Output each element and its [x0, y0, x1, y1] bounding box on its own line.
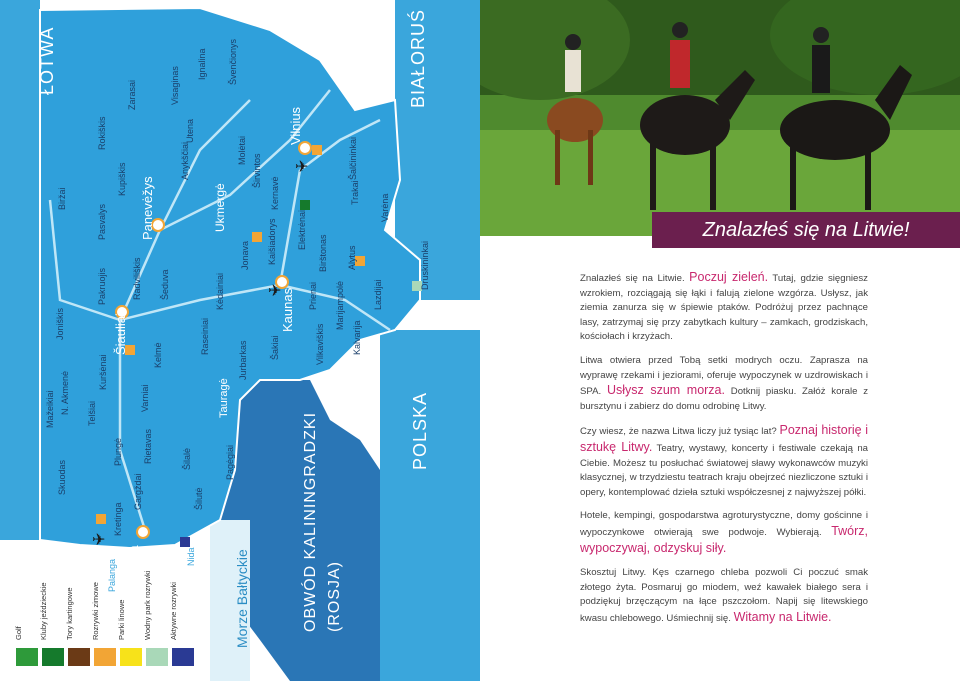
city-kaunas: Kaunas: [280, 287, 295, 332]
town: Vilkaviškis: [315, 323, 325, 365]
label-poland: POLSKA: [410, 391, 430, 470]
paragraph: Litwa otwiera przed Tobą setki modrych oczu. Zaprasza na wyprawę rzekami i jeziorami, oferuje wypoczynek w uzdrowiskach i SPA. Usłysz szum morza. Dotknij piasku. Załóż korale z bursztynu i zabierz do domu odrobinę Litwy.: [580, 354, 868, 412]
paragraph: Skosztuj Litwy. Kęs czarnego chleba pozwoli Ci poczuć smak złotego żyta. Posmaruj go miodem, weź kawałek białego sera i podziękuj brzęczącym na łące pszczołom. Napij się litewskiego kwasu chlebowego. Uśmiechnij się. Witamy na Litwie.: [580, 567, 868, 624]
photo-illustration: [480, 0, 960, 236]
town: Prienai: [308, 281, 318, 310]
town: Gargždai: [133, 473, 143, 510]
legend-label: Rozrywki zimowe: [91, 582, 100, 640]
legend-label: Wodny park rozrywki: [143, 570, 152, 640]
town: Telšiai: [87, 400, 97, 426]
town: Varėna: [380, 193, 390, 222]
legend-label: Golf: [14, 626, 23, 640]
town: Marijampolė: [335, 280, 345, 330]
town: Jonava: [240, 240, 250, 270]
legend-swatch-karting: [68, 648, 90, 666]
legend-label: Tory kartingowe: [65, 587, 74, 640]
town: Šilalė: [182, 447, 192, 470]
airport-icon: ✈: [92, 530, 106, 549]
highlight: Poznaj historię i sztukę Litwy.: [580, 423, 868, 454]
town: Pakruojis: [97, 267, 107, 305]
city-klaipeda: Klaipėda: [126, 545, 141, 596]
town: Varniai: [140, 384, 150, 412]
highlight: Witamy na Litwie.: [733, 609, 832, 624]
town: Rietavas: [143, 428, 153, 464]
town: Druskininkai: [420, 240, 430, 290]
town: N. Akmenė: [60, 370, 70, 415]
paragraph: Hotele, kempingi, gospodarstwa agroturystyczne, domy gościnne i wypoczynkowe otwierają swe podwoje. Wybierają. Twórz, wypoczywaj, odzyskuj siły.: [580, 510, 868, 555]
town: Palanga: [107, 558, 117, 592]
highlight: Twórz, wypoczywaj, odzyskuj siły.: [580, 523, 868, 555]
town: Molėtai: [237, 135, 247, 165]
legend-label: Parki linowe: [117, 599, 126, 640]
city-panevezys: Panevėžys: [140, 176, 155, 240]
town: Raseiniai: [200, 317, 210, 355]
town: Šeduva: [160, 269, 170, 300]
paragraph: Znalazłeś się na Litwie. Poczuj zieleń. Tutaj, gdzie sięgniesz wzrokiem, rozciągają się łąki i falują zielone wzgórza. Usłysz, jak ziemia zanurza się w śpiewie ptaków. Podróżuj przez pachnące lasy, zatrzymaj się przy zabytkach kultury – zamkach, grodziskach, kościołach i krzyżach.: [580, 270, 868, 343]
city-vilnius: Vilnius: [288, 106, 303, 145]
legend-swatch-water: [146, 648, 168, 666]
town: Biržai: [57, 187, 67, 210]
legend-swatch-rope: [120, 648, 142, 666]
airport-icon: ✈: [268, 281, 282, 300]
town: Lazdijai: [373, 279, 383, 310]
town: Kalvarija: [352, 320, 362, 355]
legend-label: Aktywne rozrywki: [169, 582, 178, 640]
town: Rokiškis: [97, 116, 107, 150]
town: Alytus: [347, 245, 357, 270]
highlight: Usłysz szum morza.: [606, 383, 725, 398]
city-siauliai: Šiauliai: [113, 313, 128, 355]
label-kaliningrad-2: (ROSJA): [326, 561, 343, 632]
town: Kupiškis: [117, 162, 127, 196]
town: Zarasai: [127, 79, 137, 110]
town: Joniškis: [55, 307, 65, 340]
town: Birštonas: [318, 234, 328, 272]
page-banner: Znalazłeś się na Litwie!: [652, 212, 960, 248]
horse-riders-photo: [480, 0, 960, 236]
town: Visaginas: [170, 66, 180, 105]
town: Skuodas: [57, 459, 67, 495]
town: Pagėgiai: [225, 444, 235, 480]
label-kaliningrad-1: OBWÓD KALININGRADZKI: [302, 411, 319, 632]
legend-swatch-golf: [16, 648, 38, 666]
label-baltic-sea: Morze Bałtyckie: [234, 549, 250, 648]
label-latvia: ŁOTWA: [37, 26, 57, 95]
town: Tauragė: [218, 378, 230, 418]
town: Plungė: [113, 437, 123, 466]
town: Kernavė: [270, 176, 280, 210]
legend-swatch-active: [172, 648, 194, 666]
town: Šalčininkai: [348, 136, 358, 180]
town: Kuršėnai: [98, 354, 108, 390]
town: Anykščiai: [180, 141, 190, 180]
town: Ignalina: [197, 48, 207, 80]
town: Nida: [186, 547, 196, 566]
town: Ukmergė: [213, 183, 227, 232]
town: Kaišiadorys: [267, 218, 277, 265]
town: Širvintos: [252, 153, 262, 188]
town: Pasvalys: [97, 203, 107, 240]
town: Trakai: [350, 180, 360, 205]
town: Mažeikiai: [45, 390, 55, 428]
article-text: [580, 270, 868, 635]
paragraph: Czy wiesz, że nazwa Litwa liczy już tysiąc lat? Poznaj historię i sztukę Litwy. Teatry, wystawy, koncerty i festiwale czekają na Ciebie. Możesz tu posłuchać światowej sławy wykonawców muzyki klasycznej, w trzydziestu teatrach kraju obejrzeć niezliczone sztuki i opery, kontemplować dzieła sztuki współczesnej z najwyższej półki.: [580, 423, 868, 498]
town: Elektrėnai: [297, 209, 307, 250]
legend-label: Kluby jeździeckie: [39, 582, 48, 640]
legend-swatch-horse: [42, 648, 64, 666]
town: Šakiai: [270, 335, 280, 360]
town: Kėdainiai: [215, 272, 225, 310]
label-belarus: BIAŁORUŚ: [408, 8, 428, 108]
town: Utena: [185, 118, 195, 143]
town: Kretinga: [113, 502, 123, 536]
content-panel: [480, 0, 960, 681]
airport-icon: ✈: [295, 157, 309, 176]
town: Jurbarkas: [238, 340, 248, 380]
town: Švenčionys: [228, 38, 238, 85]
highlight: Poczuj zieleń.: [689, 270, 769, 284]
town: Radviliškis: [132, 257, 142, 300]
town: Šilutė: [194, 487, 204, 510]
legend-swatch-winter: [94, 648, 116, 666]
town: Kelmė: [153, 342, 163, 368]
